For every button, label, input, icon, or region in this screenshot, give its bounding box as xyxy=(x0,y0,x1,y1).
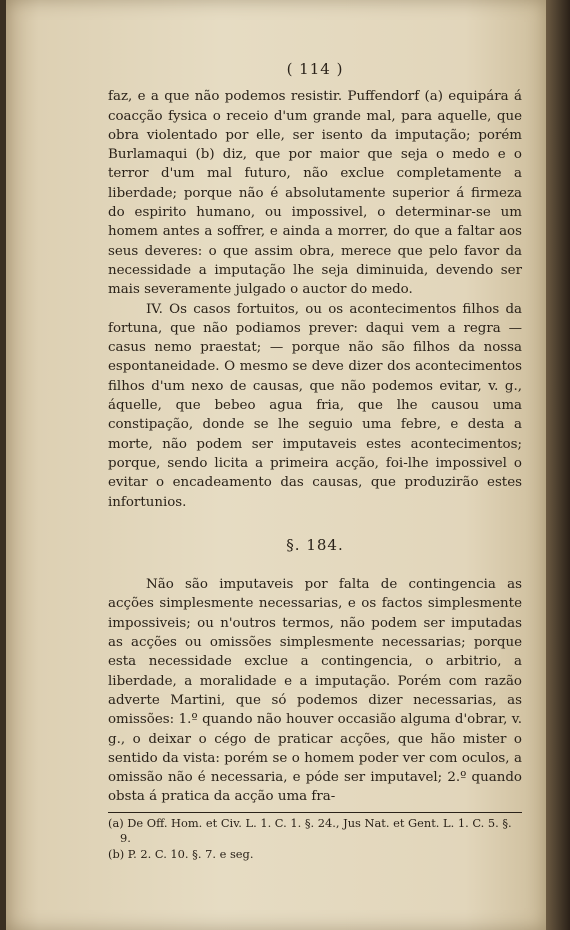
paragraph-coaction: faz, e a que não podemos resistir. Puffendorf (a) equipára á coacção fysica o receio d'um grande mal, para aquelle, que obra violentado por elle, ser isento da imputação; porém Burlamaqui (b) diz, que por maior que seja o medo e o terror d'um mal futuro, não exclue completamente a liberdade; porque não é absolutamente superior á firmeza do espirito humano, ou impossivel, o determinar-se um homem antes a soffrer, e ainda a morrer, do que a faltar aos seus deveres: o que assim obra, merece que pelo favor da necessidade a imputação lhe seja diminuida, devendo ser mais severamente julgado o auctor do medo. xyxy=(108,89,522,298)
paragraph-necessary-actions: Não são imputaveis por falta de contingencia as acções simplesmente necessarias, e os factos simplesmente impossiveis; ou n'outros termos, não podem ser imputadas as acções ou omissões simplesmente necessarias; porque esta necessidade exclue a contingencia, o arbitrio, a liberdade, a moralidade e a imputação. Porém com razão adverte Martini, que só podemos dizer necessarias, as omissões: 1.º quando não houver occasião alguma d'obrar, v. g., o deixar o cégo de praticar acções, que hão mister o sentido da vista: porém se o homem poder ver com oculos, a omissão não é necessaria, e póde ser imputavel; 2.º quando obsta á pratica da acção uma fra- xyxy=(108,577,522,805)
footnote-a: (a) De Off. Hom. et Civ. L. 1. C. 1. §. 24., Jus Nat. et Gent. L. 1. C. 5. §. 9. xyxy=(108,815,512,846)
paragraph-fortuitous-cases: IV. Os casos fortuitos, ou os acontecimentos filhos da fortuna, que não podiamos prever: daqui vem a regra — casus nemo praestat; — porque não são filhos da nossa espontaneidade. O mesmo se deve dizer dos acontecimentos filhos d'um nexo de causas, que não podemos evitar, v. g., áquelle, que bebeo agua fria, que lhe causou uma constipação, donde se lhe seguio uma febre, e desta a morte, não podem ser imputaveis estes acontecimentos; porque, sendo licita a primeira acção, foi-lhe impossivel o evitar o encadeamento das causas, que produzirão estes infortunios. xyxy=(108,301,522,510)
book-spine xyxy=(546,0,570,930)
section-heading: §. 184. xyxy=(286,535,344,554)
footnote-b: (b) P. 2. C. 10. §. 7. e seg. xyxy=(108,846,254,861)
footnote-divider xyxy=(108,812,522,813)
page-number: ( 114 ) xyxy=(286,60,344,78)
footnotes xyxy=(108,816,522,863)
page-content xyxy=(108,60,522,862)
